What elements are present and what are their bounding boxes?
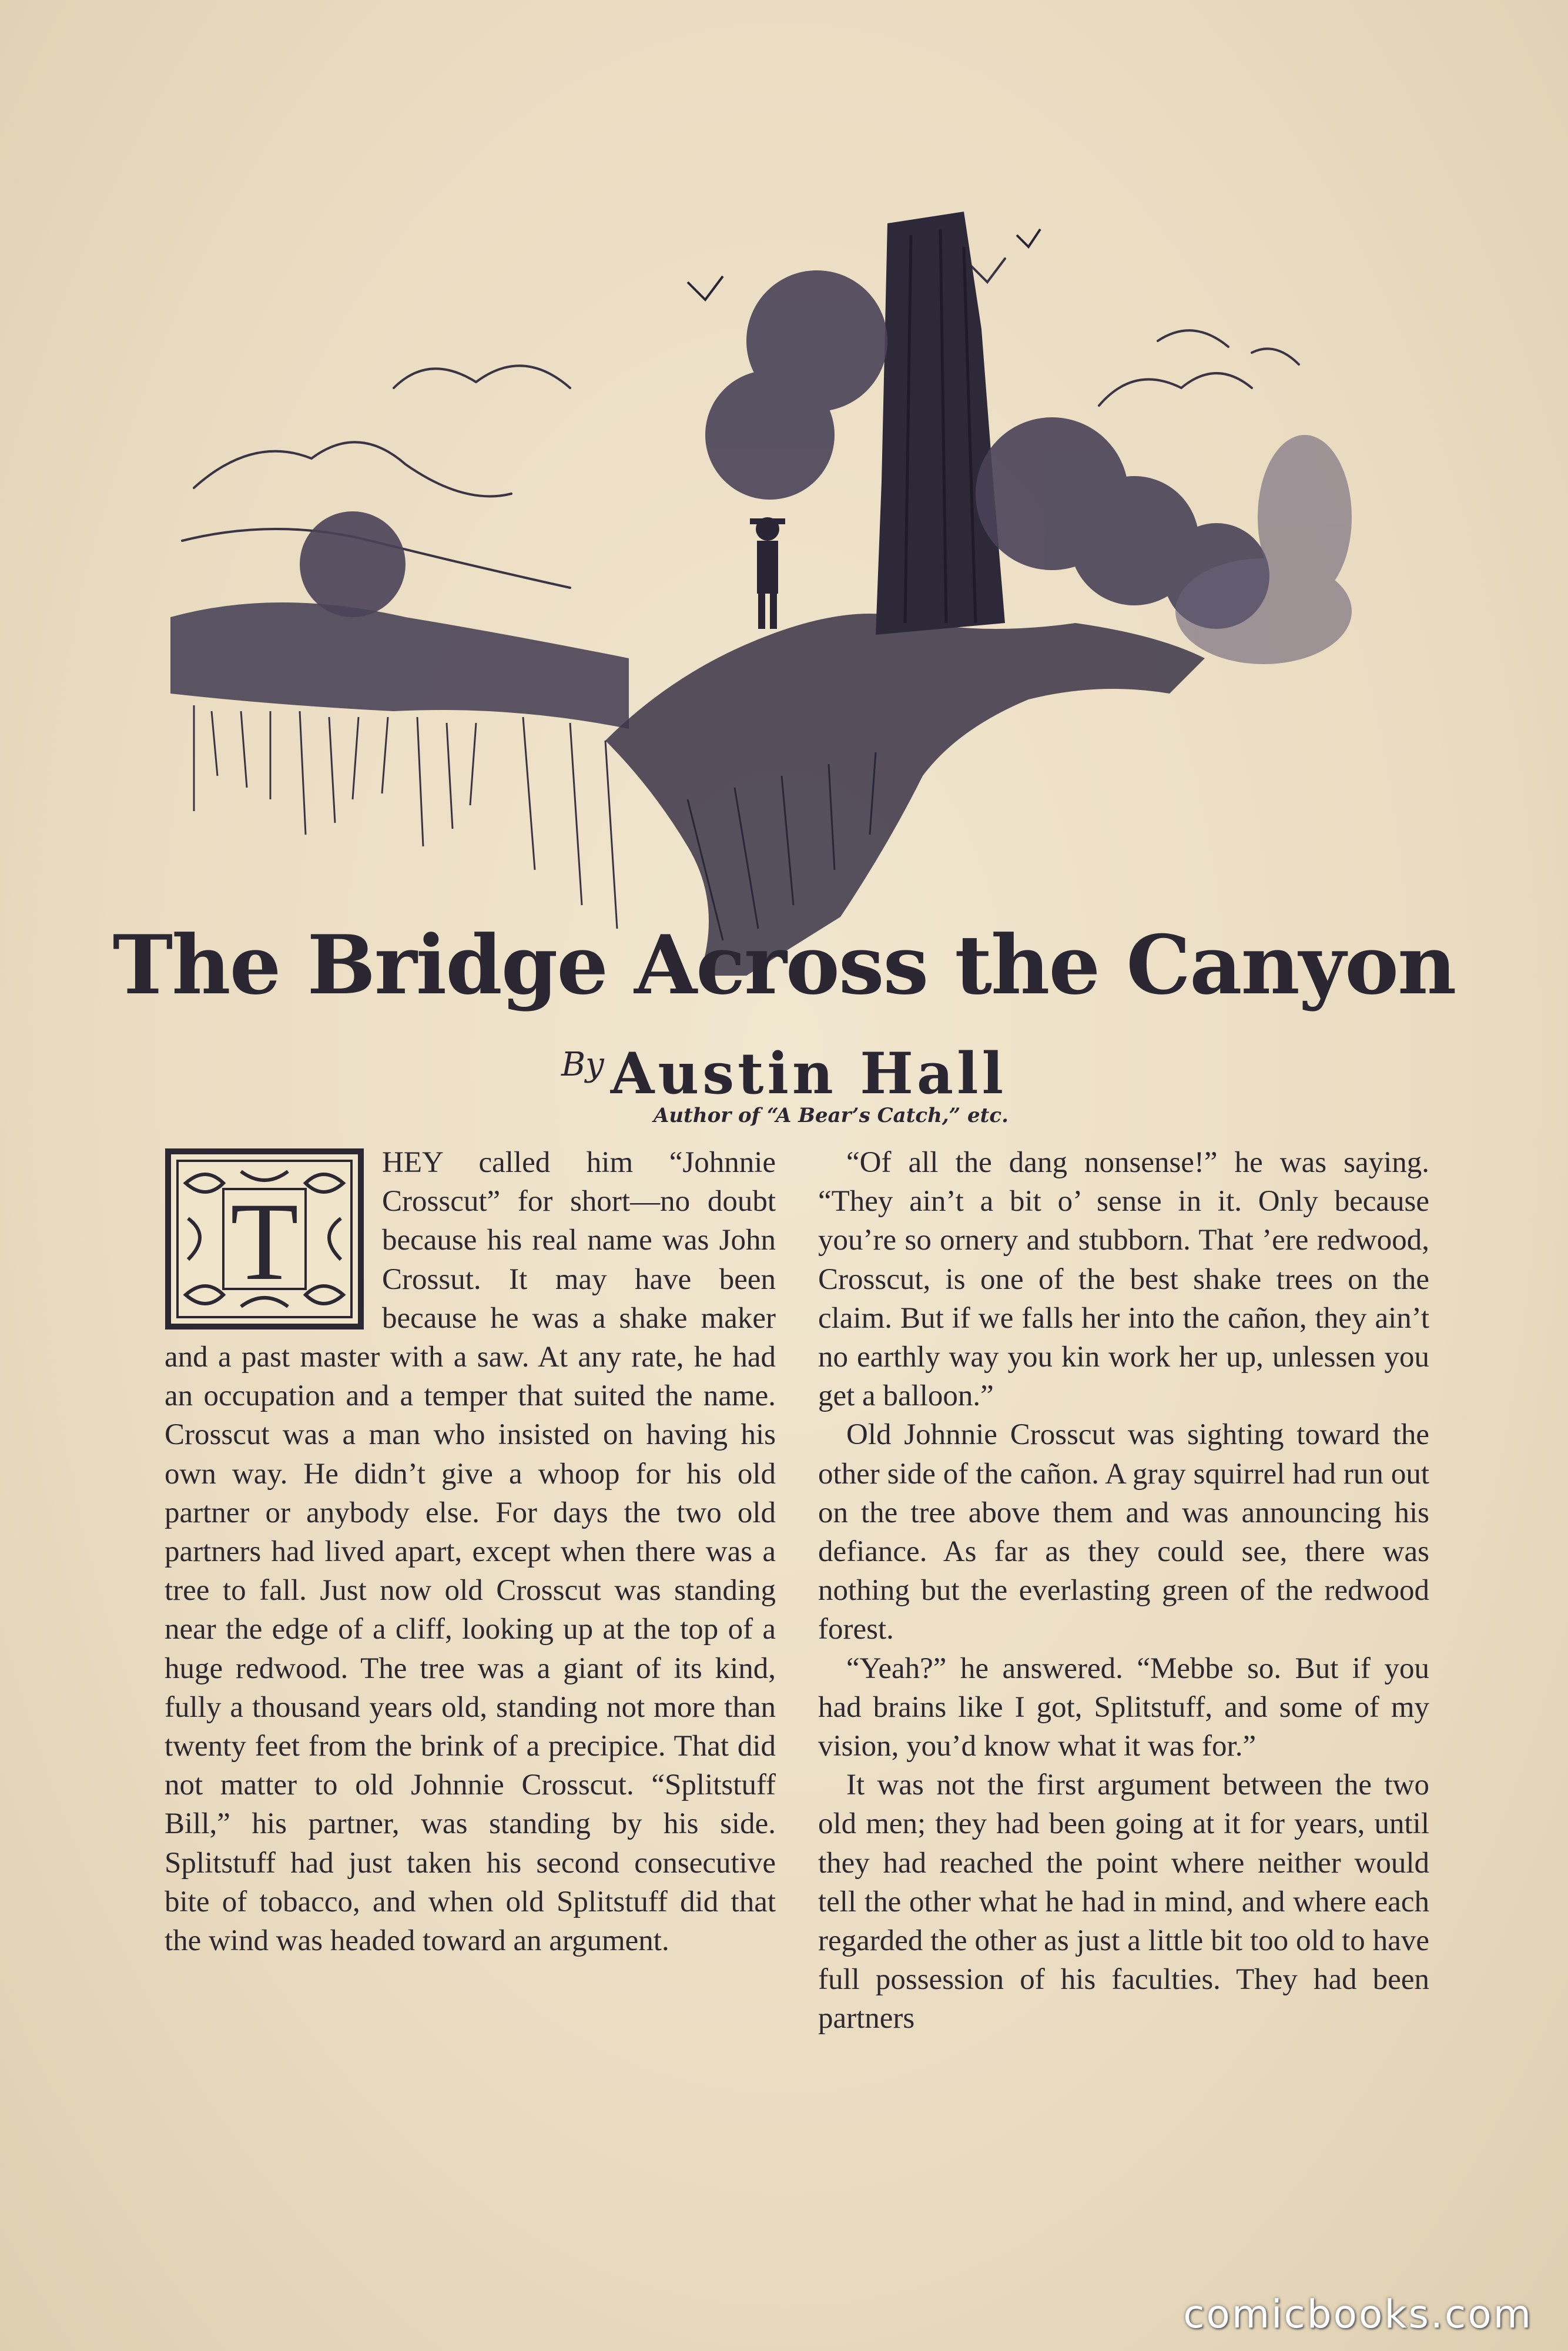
canyon-redwood-illustration [159,212,1410,976]
author-credit: Author of “A Bear’s Catch,” etc. [654,1104,1009,1127]
site-watermark: comicbooks.com [1183,2292,1533,2337]
drop-cap-letter: T [230,1180,299,1304]
text-column-right [818,1143,1429,2038]
author-name: Austin Hall [610,1040,1007,1107]
byline [0,1040,1568,1107]
story-title: The Bridge Across the Canyon [112,917,1456,1013]
drop-cap [165,1148,364,1330]
paragraph: It was not the first argument between the two old men; they had been going at it for years, until they had reached the point where neither would tell the other what he had in mind, and where each regarded the other as just a little bit too old to have full possession of his faculties. They had been partners [818,1769,1429,2035]
header-illustration [159,212,1410,976]
paragraph: “Of all the dang nonsense!” he was saying. “They ain’t a bit o’ sense in it. Only because you’re so ornery and stubborn. That ’ere redwood, Crosscut, is one of the best shake trees on the claim. But if we falls her into the cañon, they ain’t no earthly way you kin work her up, unlessen you get a balloon.” [818,1146,1429,1413]
paragraph: “Yeah?” he answered. “Mebbe so. But if you had brains like I got, Splitstuff, and some of my vision, you’d know what it was for.” [818,1652,1429,1763]
paragraph: HEY called him “Johnnie Crosscut” for short—no doubt because his real name was John Crossut. It may have been because he was a shake maker and a past master with a saw. At any rate, he had an occupation and a temper that suited the name. Crosscut was a man who insisted on having his own way. He didn’t give a whoop for his old partner or anybody else. For days the two old partners had lived apart, except when there was a tree to fall. Just now old Crosscut was standing near the edge of a cliff, looking up at the top of a huge redwood. The tree was a giant of its kind, fully a thousand years old, standing not more than twenty feet from the brink of a precipice. That did not matter to old Johnnie Crosscut. “Splitstuff Bill,” his partner, was standing by his side. Splitstuff had just taken his second consecutive bite of tobacco, and when old Splitstuff did that the wind was headed toward an argument. [165,1146,776,1958]
paragraph: Old Johnnie Crosscut was sighting toward the other side of the cañon. A gray squirrel had run out on the tree above them and was announcing his defiance. As far as they could see, there was nothing but the everlasting green of the redwood forest. [818,1418,1429,1646]
byline-by: By [561,1046,604,1084]
text-column-left [165,1143,776,1960]
